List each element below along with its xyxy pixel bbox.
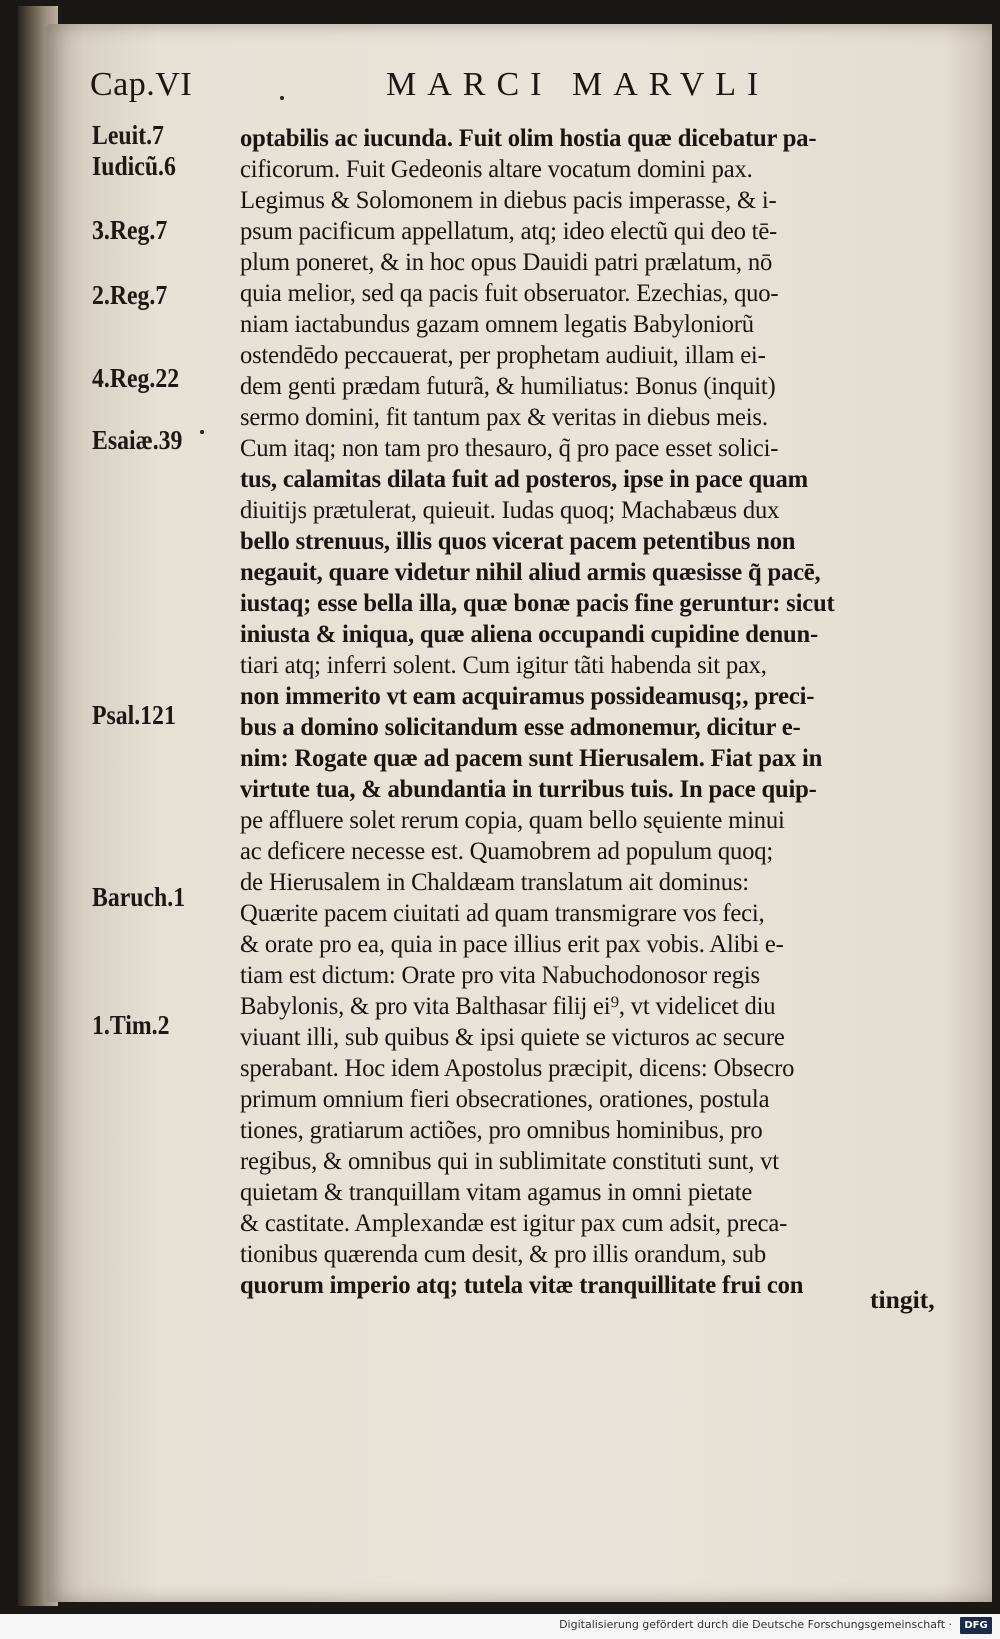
- text-line: nim: Rogate quæ ad pacem sunt Hierusalem. Fiat pax in: [240, 743, 823, 772]
- text-line: tus, calamitas dilata fuit ad posteros, ipse in pace quam: [240, 464, 808, 493]
- text-line: non immerito vt eam acquiramus possideamusq;, preci-: [240, 681, 815, 710]
- page-header: [46, 66, 992, 122]
- text-line: tiones, gratiarum actiões, pro omnibus hominibus, pro: [240, 1115, 763, 1144]
- catchword: tingit,: [870, 1285, 935, 1314]
- text-line: ostendēdo peccauerat, per prophetam audiuit, illam ei-: [240, 340, 766, 369]
- text-line: quia melior, sed qa pacis fuit obseruator. Ezechias, quo-: [240, 278, 779, 307]
- text-line: Cum itaq; non tam pro thesauro, q̃ pro pace esset solici-: [240, 433, 779, 462]
- margin-note: 3.Reg.7: [92, 215, 168, 245]
- dfg-logo: DFG: [960, 1617, 992, 1634]
- text-line: ac deficere necesse est. Quamobrem ad populum quoq;: [240, 836, 774, 865]
- text-line: Babylonis, & pro vita Balthasar filij ei⁹, vt videlicet diu: [240, 991, 776, 1020]
- margin-note: Esaiæ.39: [92, 425, 183, 455]
- text-line: bus a domino solicitandum esse admonemur, dicitur e-: [240, 712, 801, 741]
- text-line: optabilis ac iucunda. Fuit olim hostia quæ dicebatur pa-: [240, 123, 817, 152]
- funding-credit: Digitalisierung gefördert durch die Deutsche Forschungsgemeinschaft ·: [559, 1618, 952, 1631]
- text-line: tionibus quærenda cum desit, & pro illis orandum, sub: [240, 1239, 766, 1268]
- text-line: Legimus & Solomonem in diebus pacis imperasse, & i-: [240, 185, 777, 214]
- margin-note: 1.Tim.2: [92, 1010, 170, 1040]
- body-text: [240, 122, 940, 1300]
- margin-note: Baruch.1: [92, 882, 186, 912]
- text-line: cificorum. Fuit Gedeonis altare vocatum domini pax.: [240, 154, 753, 183]
- text-line: plum poneret, & in hoc opus Dauidi patri prælatum, nō: [240, 247, 773, 276]
- text-line: tiari atq; inferri solent. Cum igitur tãti habenda sit pax,: [240, 650, 767, 679]
- text-line: psum pacificum appellatum, atq; ideo electũ qui deo tē-: [240, 216, 778, 245]
- text-line: regibus, & omnibus qui in sublimitate constituti sunt, vt: [240, 1146, 779, 1175]
- print-speck: [280, 96, 284, 100]
- margin-note: Iudicũ.6: [92, 151, 176, 181]
- text-line: negauit, quare videtur nihil aliud armis quæsisse q̃ pacē,: [240, 557, 821, 586]
- margin-note: Psal.121: [92, 700, 176, 730]
- chapter-label: Cap.VI: [90, 66, 193, 103]
- text-line: & orate pro ea, quia in pace illius erit pax vobis. Alibi e-: [240, 929, 784, 958]
- text-line: niam iactabundus gazam omnem legatis Babyloniorũ: [240, 309, 754, 338]
- footer-bar: [0, 1614, 1000, 1639]
- text-line: iniusta & iniqua, quæ aliena occupandi cupidine denun-: [240, 619, 818, 648]
- text-line: virtute tua, & abundantia in turribus tuis. In pace quip-: [240, 774, 817, 803]
- text-line: Quærite pacem ciuitati ad quam transmigrare vos feci,: [240, 898, 765, 927]
- text-line: quietam & tranquillam vitam agamus in omni pietate: [240, 1177, 753, 1206]
- margin-note: 2.Reg.7: [92, 280, 168, 310]
- text-line: de Hierusalem in Chaldæam translatum ait dominus:: [240, 867, 749, 896]
- margin-notes: [92, 120, 242, 1320]
- text-line: iustaq; esse bella illa, quæ bonæ pacis fine geruntur: sicut: [240, 588, 835, 617]
- text-line: & castitate. Amplexandæ est igitur pax cum adsit, preca-: [240, 1208, 788, 1237]
- text-line: tiam est dictum: Orate pro vita Nabuchodonosor regis: [240, 960, 760, 989]
- running-head: MARCI MARVLI: [386, 66, 770, 103]
- text-line: diuitijs prætulerat, quieuit. Iudas quoq; Machabæus dux: [240, 495, 780, 524]
- text-line: pe affluere solet rerum copia, quam bello sęuiente minui: [240, 805, 785, 834]
- text-line: dem genti prædam futurã, & humiliatus: Bonus (inquit): [240, 371, 776, 400]
- print-speck: [200, 430, 204, 434]
- margin-note: Leuit.7: [92, 120, 164, 150]
- text-line: sermo domini, fit tantum pax & veritas in diebus meis.: [240, 402, 768, 431]
- text-line: viuant illi, sub quibus & ipsi quiete se victuros ac secure: [240, 1022, 785, 1051]
- text-line: bello strenuus, illis quos vicerat pacem petentibus non: [240, 526, 796, 555]
- margin-note: 4.Reg.22: [92, 363, 180, 393]
- text-line: quorum imperio atq; tutela vitæ tranquillitate frui con: [240, 1270, 804, 1299]
- text-line: primum omnium fieri obsecrationes, orationes, postula: [240, 1084, 770, 1113]
- text-line: sperabant. Hoc idem Apostolus præcipit, dicens: Obsecro: [240, 1053, 795, 1082]
